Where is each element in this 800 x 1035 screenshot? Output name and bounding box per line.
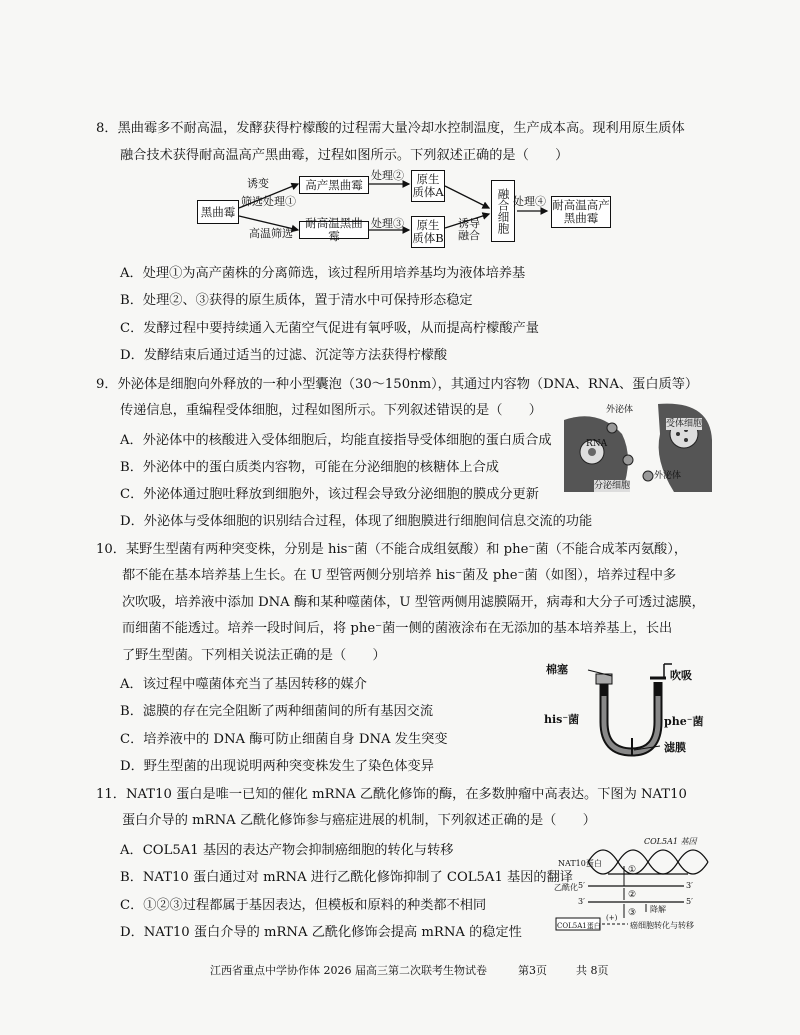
- q11-mechanism-figure: [548, 832, 716, 942]
- diagram-fused-cell-box: 融合细胞: [491, 180, 515, 242]
- q11-label-3prime-2: 5′: [686, 897, 693, 906]
- q8-option-b: B．处理②、③获得的原生质体，置于清水中可保持形态稳定: [120, 293, 473, 308]
- q9-stem-line2: 传递信息，重编程受体细胞，过程如图所示。下列叙述错误的是（ ）: [120, 403, 542, 418]
- q8-stem-line2: 融合技术获得耐高温高产黑曲霉，过程如图所示。下列叙述正确的是（ ）: [120, 148, 569, 163]
- diagram-label-mutagen: 诱变: [247, 177, 269, 190]
- q9-exosome-drawing: [562, 400, 712, 492]
- footer-page-total: 共 8页: [576, 964, 609, 977]
- diagram-protoplast-b-box: 原生质体B: [411, 216, 445, 248]
- q9-stem-line1: 9．外泌体是细胞向外释放的一种小型囊泡（30～150nm），其通过内容物（DNA、RNA、蛋白质等）: [96, 377, 699, 392]
- q10-option-b: B．滤膜的存在完全阻断了两种细菌间的所有基因交流: [120, 704, 434, 719]
- q8-flow-diagram: [195, 168, 615, 252]
- diagram-label-proc4: 处理④: [513, 195, 546, 208]
- q9-option-d: D．外泌体与受体细胞的识别结合过程，体现了细胞膜进行细胞间信息交流的功能: [120, 514, 593, 529]
- q11-option-c: C．①②③过程都属于基因表达，但模板和原料的种类都不相同: [120, 898, 487, 913]
- q11-label-3prime-1: 3′: [686, 881, 693, 890]
- q9-exosome-figure: [562, 400, 712, 492]
- q10-option-d: D．野生型菌的出现说明两种突变株发生了染色体变异: [120, 759, 434, 774]
- q11-label-step1: ①: [628, 865, 637, 875]
- q9-label-receptor: 受体细胞: [666, 419, 703, 429]
- diagram-heat-tolerant-box: 耐高温黑曲霉: [299, 221, 369, 239]
- q10-label-his: his⁻菌: [544, 713, 580, 726]
- q11-label-nat10: NAT10蛋白: [558, 859, 602, 868]
- q10-stem-line1: 10．某野生型菌有两种突变株，分别是 his⁻菌（不能合成组氨酸）和 phe⁻菌（不能合成苯丙氨酸），: [96, 542, 688, 557]
- q8-option-a: A．处理①为高产菌株的分离筛选，该过程所用培养基均为液体培养基: [120, 266, 526, 281]
- q11-label-acetyl: 乙酰化: [554, 883, 578, 892]
- q10-label-cotton: 棉塞: [546, 663, 568, 676]
- q9-option-c: C．外泌体通过胞吐释放到细胞外，该过程会导致分泌细胞的膜成分更新: [120, 487, 539, 502]
- q9-label-exosome-2: 外泌体: [654, 471, 682, 481]
- q11-option-d: D．NAT10 蛋白介导的 mRNA 乙酰化修饰会提高 mRNA 的稳定性: [120, 925, 522, 940]
- diagram-label-screen1: 筛选处理①: [241, 195, 296, 208]
- diagram-label-proc2: 处理②: [371, 169, 404, 182]
- q11-label-step2: ②: [628, 890, 637, 900]
- diagram-high-yield-box: 高产黑曲霉: [299, 176, 369, 194]
- q11-option-a: A．COL5A1 基因的表达产物会抑制癌细胞的转化与转移: [120, 843, 454, 858]
- q10-label-phe: phe⁻菌: [664, 715, 704, 728]
- q11-label-plus: (+): [606, 914, 618, 922]
- q10-option-c: C．培养液中的 DNA 酶可防止细菌自身 DNA 发生突变: [120, 732, 448, 747]
- diagram-protoplast-a-box: 原生质体A: [411, 170, 445, 202]
- q8-option-d: D．发酵结束后通过适当的过滤、沉淀等方法获得柠檬酸: [120, 348, 448, 363]
- q11-stem-line1: 11．NAT10 蛋白是唯一已知的催化 mRNA 乙酰化修饰的酶，在多数肿瘤中高表达。下图为 NAT10: [96, 787, 687, 802]
- q11-stem-line2: 蛋白介导的 mRNA 乙酰化修饰参与癌症进展的机制，下列叙述正确的是（ ）: [122, 813, 596, 828]
- q10-label-filter: 滤膜: [664, 741, 686, 754]
- q11-label-5prime-2: 3′: [578, 897, 585, 906]
- q11-label-gene: COL5A1 基因: [644, 837, 697, 846]
- q10-stem-line3: 次吹吸，培养液中添加 DNA 酶和某种噬菌体，U 型管两侧用滤膜隔开，病毒和大分子可透过滤膜，: [122, 595, 705, 610]
- q11-label-effect: 癌细胞转化与转移: [630, 921, 694, 930]
- q10-label-blow: 吹吸: [670, 669, 692, 682]
- diagram-label-proc3: 处理③: [371, 217, 404, 230]
- footer-page-number: 第3页: [518, 964, 547, 977]
- diagram-label-heat-screen: 高温筛选: [249, 227, 293, 240]
- q9-option-b: B．外泌体中的蛋白质类内容物，可能在分泌细胞的核糖体上合成: [120, 460, 499, 475]
- q9-label-exosome: 外泌体: [606, 405, 634, 415]
- diagram-start-box: 黑曲霉: [197, 200, 239, 224]
- q10-stem-line5: 了野生型菌。下列相关说法正确的是（ ）: [122, 648, 386, 663]
- q9-option-a: A．外泌体中的核酸进入受体细胞后，均能直接指导受体细胞的蛋白质合成: [120, 433, 552, 448]
- q11-label-protein: COL5A1蛋白: [557, 922, 601, 930]
- q10-u-tube-figure: [540, 660, 715, 758]
- q11-label-step3: ③: [628, 908, 637, 918]
- q8-stem-line1: 8．黑曲霉多不耐高温，发酵获得柠檬酸的过程需大量冷却水控制温度，生产成本高。现利用原生质体: [96, 121, 685, 136]
- q11-label-degrade: 降解: [650, 905, 666, 914]
- diagram-final-box: 耐高温高产黑曲霉: [551, 196, 611, 228]
- q11-label-5prime-1: 5′: [578, 881, 585, 890]
- q10-stem-line4: 而细菌不能透过。培养一段时间后，将 phe⁻菌一侧的菌液涂布在无添加的基本培养基上，长出: [122, 621, 673, 636]
- q8-option-c: C．发酵过程中要持续通入无菌空气促进有氧呼吸，从而提高柠檬酸产量: [120, 321, 539, 336]
- q9-label-secretor: 分泌细胞: [594, 481, 631, 491]
- q9-label-rna: RNA: [586, 439, 608, 449]
- footer-exam-title: 江西省重点中学协作体 2026 届高三第二次联考生物试卷: [210, 964, 487, 977]
- q11-option-b: B．NAT10 蛋白通过对 mRNA 进行乙酰化修饰抑制了 COL5A1 基因的翻译: [120, 870, 573, 885]
- diagram-label-induce: 诱导融合: [458, 217, 480, 242]
- q10-option-a: A．该过程中噬菌体充当了基因转移的媒介: [120, 677, 367, 692]
- q10-stem-line2: 都不能在基本培养基上生长。在 U 型管两侧分别培养 his⁻菌及 phe⁻菌（如图），培养过程中多: [122, 568, 677, 583]
